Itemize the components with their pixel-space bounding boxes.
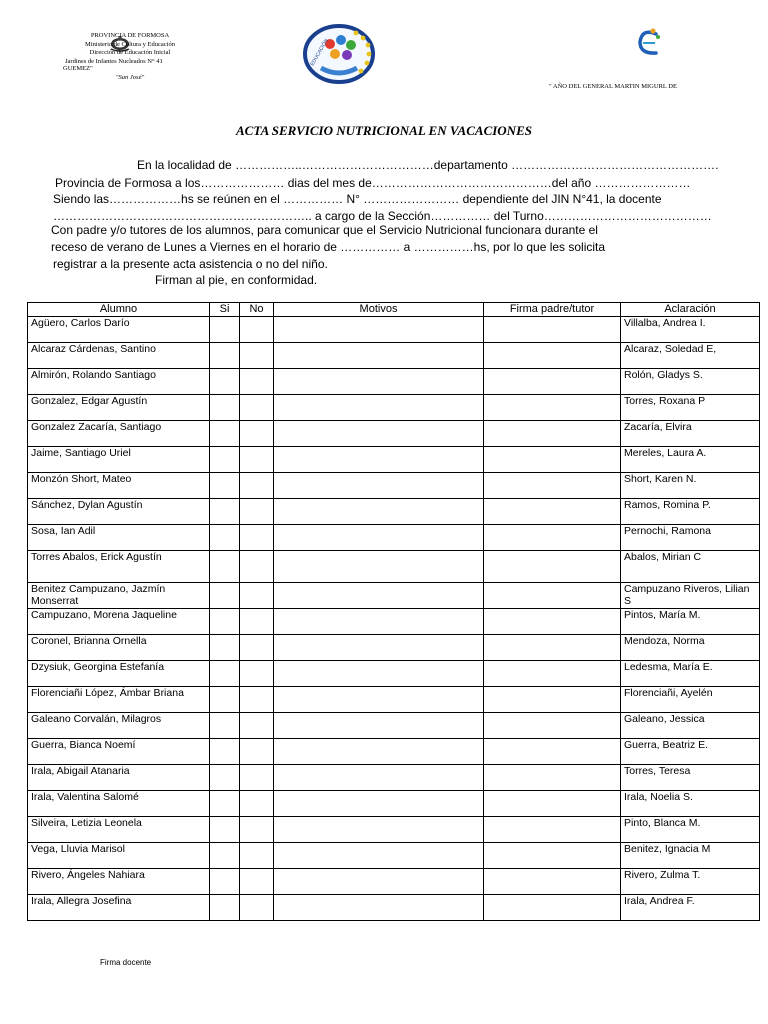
cell-motivos-input[interactable] [274,869,484,895]
paragraph-line-3: Siendo las………………hs se reúnen en el …………… N° …………………… dependiente del JIN N°41, la docente [53,192,662,206]
cell-si-checkbox[interactable] [210,635,240,661]
cell-aclaracion: Zacaría, Elvira [621,421,760,447]
cell-alumno: Agüero, Carlos Darío [28,317,210,343]
table-row [28,687,760,713]
kindergarten-name-cont: GUEMEZ" [63,65,93,72]
cell-alumno: Almirón, Rolando Santiago [28,369,210,395]
cell-alumno: Gonzalez, Edgar Agustín [28,395,210,421]
cell-motivos-input[interactable] [274,713,484,739]
province-name: PROVINCIA DE FORMOSA [90,32,170,39]
cell-motivos-input[interactable] [274,343,484,369]
cell-motivos-input[interactable] [274,895,484,921]
cell-firma-input[interactable] [484,817,621,843]
cell-si-checkbox[interactable] [210,583,240,609]
cell-aclaracion: Benitez, Ignacia M [621,843,760,869]
cell-no-checkbox[interactable] [240,583,274,609]
column-header-alumno: Alumno [28,303,210,317]
svg-text:EDUCACIÓN: EDUCACIÓN [309,38,330,67]
cell-aclaracion: Rolón, Gladys S. [621,369,760,395]
teacher-signature-label: Firma docente [100,958,152,967]
table-body [28,317,760,921]
cell-firma-input[interactable] [484,369,621,395]
cell-alumno: Galeano Corvalán, Milagros [28,713,210,739]
cell-aclaracion: Abalos, Mirian C [621,551,760,583]
cell-si-checkbox[interactable] [210,525,240,551]
table-row [28,713,760,739]
cell-motivos-input[interactable] [274,421,484,447]
paragraph-line-7: registrar a la presente acta asistencia o no del niño. [53,257,328,271]
cell-alumno: Vega, Lluvia Marisol [28,843,210,869]
table-row [28,609,760,635]
cell-no-checkbox[interactable] [240,895,274,921]
cell-no-checkbox[interactable] [240,739,274,765]
table-row [28,369,760,395]
cell-motivos-input[interactable] [274,499,484,525]
cell-aclaracion: Alcaraz, Soledad E, [621,343,760,369]
cell-alumno: Irala, Valentina Salomé [28,791,210,817]
cell-no-checkbox[interactable] [240,765,274,791]
cell-motivos-input[interactable] [274,791,484,817]
cell-no-checkbox[interactable] [240,499,274,525]
initial-education-logo-icon [634,26,664,60]
cell-aclaracion: Mereles, Laura A. [621,447,760,473]
cell-motivos-input[interactable] [274,635,484,661]
cell-aclaracion: Villalba, Andrea I. [621,317,760,343]
cell-no-checkbox[interactable] [240,869,274,895]
cell-si-checkbox[interactable] [210,739,240,765]
cell-si-checkbox[interactable] [210,713,240,739]
cell-firma-input[interactable] [484,421,621,447]
table-row [28,635,760,661]
cell-motivos-input[interactable] [274,369,484,395]
cell-alumno: Silveira, Letizia Leonela [28,817,210,843]
cell-aclaracion: Torres, Teresa [621,765,760,791]
institution-header [55,32,205,82]
cell-no-checkbox[interactable] [240,635,274,661]
column-header-no: No [240,303,274,317]
cell-motivos-input[interactable] [274,661,484,687]
cell-no-checkbox[interactable] [240,791,274,817]
cell-aclaracion: Pinto, Blanca M. [621,817,760,843]
cell-no-checkbox[interactable] [240,661,274,687]
table-row [28,765,760,791]
cell-firma-input[interactable] [484,525,621,551]
kindergarten-name: Jardines de Infantes Nucleados N° 41 [65,57,163,65]
cell-motivos-input[interactable] [274,317,484,343]
cell-motivos-input[interactable] [274,843,484,869]
cell-firma-input[interactable] [484,473,621,499]
cell-aclaracion: Rivero, Zulma T. [621,869,760,895]
cell-motivos-input[interactable] [274,687,484,713]
table-row [28,499,760,525]
cell-si-checkbox[interactable] [210,447,240,473]
cell-aclaracion: Irala, Noelia S. [621,791,760,817]
cell-aclaracion: Torres, Roxana P [621,395,760,421]
table-row [28,395,760,421]
table-row [28,343,760,369]
cell-alumno: Torres Abalos, Erick Agustín [28,551,210,583]
cell-firma-input[interactable] [484,895,621,921]
cell-aclaracion: Pernochi, Ramona [621,525,760,551]
cell-motivos-input[interactable] [274,395,484,421]
cell-firma-input[interactable] [484,791,621,817]
cell-alumno: Irala, Allegra Josefina [28,895,210,921]
cell-alumno: Rivero, Ángeles Nahiara [28,869,210,895]
year-motto: " AÑO DEL GENERAL MARTIN MIGURL DE [549,83,677,90]
cell-firma-input[interactable] [484,583,621,609]
cell-no-checkbox[interactable] [240,421,274,447]
cell-alumno: Jaime, Santiago Uriel [28,447,210,473]
cell-alumno: Dzysiuk, Georgina Estefanía [28,661,210,687]
cell-motivos-input[interactable] [274,817,484,843]
cell-firma-input[interactable] [484,343,621,369]
column-header-firma: Firma padre/tutor [484,303,621,317]
table-row [28,843,760,869]
cell-si-checkbox[interactable] [210,869,240,895]
cell-alumno: Coronel, Brianna Ornella [28,635,210,661]
cell-aclaracion: Ledesma, María E. [621,661,760,687]
cell-alumno: Sosa, Ian Adil [28,525,210,551]
cell-firma-input[interactable] [484,843,621,869]
cell-no-checkbox[interactable] [240,609,274,635]
cell-si-checkbox[interactable] [210,551,240,583]
column-header-si: Si [210,303,240,317]
cell-no-checkbox[interactable] [240,713,274,739]
table-row [28,551,760,583]
paragraph-line-6: receso de verano de Lunes a Viernes en el horario de …………… a ……………hs, por lo que les solicita [51,240,606,254]
cell-no-checkbox[interactable] [240,317,274,343]
cell-si-checkbox[interactable] [210,421,240,447]
education-ministry-logo-icon [301,24,377,84]
cell-alumno: Gonzalez Zacaría, Santiago [28,421,210,447]
cell-motivos-input[interactable] [274,583,484,609]
table-row [28,791,760,817]
cell-si-checkbox[interactable] [210,687,240,713]
cell-no-checkbox[interactable] [240,447,274,473]
cell-si-checkbox[interactable] [210,895,240,921]
cell-si-checkbox[interactable] [210,473,240,499]
table-row [28,583,760,609]
cell-motivos-input[interactable] [274,739,484,765]
cell-motivos-input[interactable] [274,551,484,583]
cell-si-checkbox[interactable] [210,765,240,791]
table-row [28,739,760,765]
cell-alumno: Guerra, Bianca Noemí [28,739,210,765]
cell-firma-input[interactable] [484,635,621,661]
cell-firma-input[interactable] [484,609,621,635]
cell-no-checkbox[interactable] [240,395,274,421]
cell-firma-input[interactable] [484,551,621,583]
cell-si-checkbox[interactable] [210,791,240,817]
cell-firma-input[interactable] [484,661,621,687]
paragraph-line-5: Con padre y/o tutores de los alumnos, para comunicar que el Servicio Nutricional funcionara durante el [51,223,598,237]
cell-si-checkbox[interactable] [210,661,240,687]
cell-firma-input[interactable] [484,765,621,791]
cell-aclaracion: Pintos, María M. [621,609,760,635]
cell-aclaracion: Short, Karen N. [621,473,760,499]
table-row [28,447,760,473]
cell-firma-input[interactable] [484,713,621,739]
cell-motivos-input[interactable] [274,473,484,499]
document-title: ACTA SERVICIO NUTRICIONAL EN VACACIONES [236,123,532,138]
cell-no-checkbox[interactable] [240,473,274,499]
cell-si-checkbox[interactable] [210,499,240,525]
table-row [28,473,760,499]
paragraph-line-1: En la localidad de ……………..……………………………departamento ……………………………………………. [137,158,719,172]
paragraph-line-2: Provincia de Formosa a los………………… dias del mes de………………………………………del año …………………… [55,176,691,190]
cell-aclaracion: Florenciañi, Ayelén [621,687,760,713]
ministry-name: Ministerio de Cultura y Educación [85,40,175,48]
table-row [28,525,760,551]
cell-si-checkbox[interactable] [210,817,240,843]
cell-motivos-input[interactable] [274,525,484,551]
cell-aclaracion: Mendoza, Norma [621,635,760,661]
cell-alumno: Benitez Campuzano, Jazmín Monserrat [28,583,210,609]
direction-name: Dirección de Educación Inicial [89,49,171,56]
cell-si-checkbox[interactable] [210,395,240,421]
cell-motivos-input[interactable] [274,609,484,635]
column-header-motivos: Motivos [274,303,484,317]
cell-aclaracion: Campuzano Riveros, Lilian S [621,583,760,609]
paragraph-line-4: ……………………………………………………….. a cargo de la Sección…………… del Turno…………………………………… [53,209,712,223]
table-row [28,661,760,687]
cell-no-checkbox[interactable] [240,817,274,843]
table-row [28,817,760,843]
cell-firma-input[interactable] [484,739,621,765]
cell-no-checkbox[interactable] [240,551,274,583]
cell-alumno: Campuzano, Morena Jaqueline [28,609,210,635]
cell-no-checkbox[interactable] [240,525,274,551]
table-header-row [28,303,760,317]
table-row [28,317,760,343]
cell-firma-input[interactable] [484,869,621,895]
cell-aclaracion: Irala, Andrea F. [621,895,760,921]
cell-alumno: Alcaraz Cárdenas, Santino [28,343,210,369]
paragraph-line-8: Firman al pie, en conformidad. [155,273,318,287]
cell-no-checkbox[interactable] [240,343,274,369]
cell-si-checkbox[interactable] [210,317,240,343]
cell-si-checkbox[interactable] [210,609,240,635]
school-nickname: "San José" [115,73,145,81]
cell-no-checkbox[interactable] [240,369,274,395]
cell-aclaracion: Galeano, Jessica [621,713,760,739]
cell-firma-input[interactable] [484,395,621,421]
cell-no-checkbox[interactable] [240,843,274,869]
cell-alumno: Sánchez, Dylan Agustín [28,499,210,525]
cell-si-checkbox[interactable] [210,343,240,369]
cell-firma-input[interactable] [484,317,621,343]
cell-firma-input[interactable] [484,687,621,713]
cell-motivos-input[interactable] [274,447,484,473]
cell-aclaracion: Ramos, Romina P. [621,499,760,525]
cell-alumno: Irala, Abigail Atanaria [28,765,210,791]
attendance-table [27,302,760,921]
cell-motivos-input[interactable] [274,765,484,791]
table-row [28,895,760,921]
column-header-aclaracion: Aclaración [621,303,760,317]
cell-si-checkbox[interactable] [210,369,240,395]
cell-firma-input[interactable] [484,447,621,473]
cell-alumno: Florenciañi López, Ámbar Briana [28,687,210,713]
cell-firma-input[interactable] [484,499,621,525]
table-row [28,869,760,895]
cell-no-checkbox[interactable] [240,687,274,713]
cell-aclaracion: Guerra, Beatriz E. [621,739,760,765]
cell-si-checkbox[interactable] [210,843,240,869]
table-row [28,421,760,447]
cell-alumno: Monzón Short, Mateo [28,473,210,499]
